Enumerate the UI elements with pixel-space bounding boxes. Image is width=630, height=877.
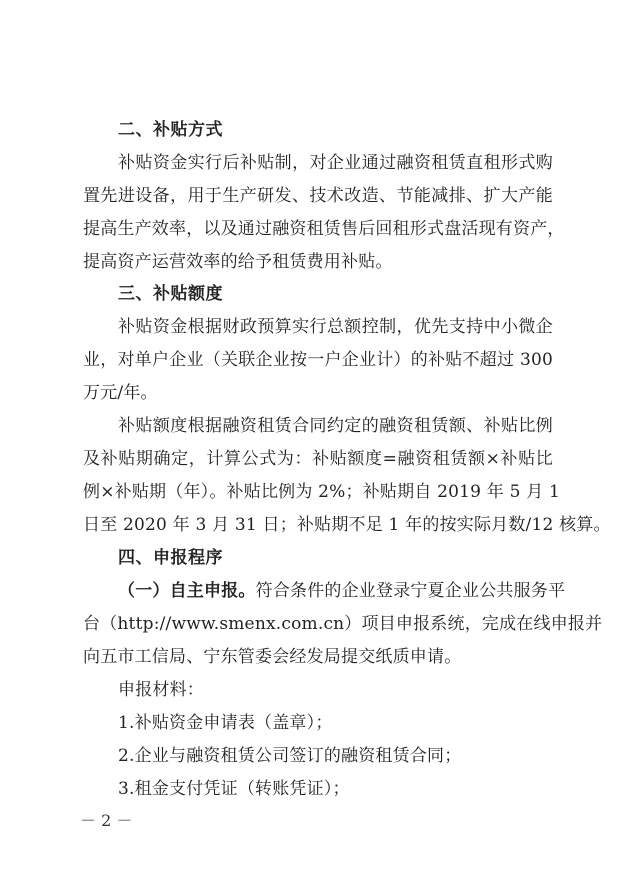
section-heading-subsidy-amount: 三、补贴额度 [118, 284, 223, 304]
paragraph-line: 置先进设备，用于生产研发、技术改造、节能减排、扩大产能 [83, 186, 553, 206]
paragraph-line: 及补贴期确定，计算公式为：补贴额度=融资租赁额×补贴比 [83, 449, 553, 469]
paragraph-line-self-application [118, 581, 566, 601]
paragraph-line: 向五市工信局、宁东管委会经发局提交纸质申请。 [83, 647, 462, 667]
paragraph-text: 符合条件的企业登录宁夏企业公共服务平 [255, 581, 566, 601]
materials-item: 1.补贴资金申请表（盖章）； [118, 713, 333, 733]
paragraph-line: 日至 2020 年 3 月 31 日；补贴期不足 1 年的按实际月数/12 核算。 [83, 515, 611, 535]
materials-item: 3.租金支付凭证（转账凭证）； [118, 779, 350, 799]
paragraph-line: 补贴额度根据融资租赁合同约定的融资租赁额、补贴比例 [118, 416, 553, 436]
paragraph-line: 提高生产效率，以及通过融资租赁售后回租形式盘活现有资产， [83, 219, 565, 239]
paragraph-line: 补贴资金根据财政预算实行总额控制，优先支持中小微企 [118, 317, 553, 337]
materials-label: 申报材料： [118, 680, 204, 700]
materials-item: 2.企业与融资租赁公司签订的融资租赁合同； [118, 746, 462, 766]
subsection-label-self-application: （一）自主申报。 [118, 581, 256, 601]
paragraph-line: 例×补贴期（年）。补贴比例为 2%；补贴期自 2019 年 5 月 1 [83, 482, 561, 502]
section-heading-application-procedure: 四、申报程序 [118, 548, 223, 568]
paragraph-line: 提高资产运营效率的给予租赁费用补贴。 [83, 252, 393, 272]
paragraph-line: 台（http://www.smenx.com.cn）项目申报系统，完成在线申报并 [83, 614, 603, 634]
section-heading-subsidy-method: 二、补贴方式 [118, 120, 223, 140]
paragraph-line: 补贴资金实行后补贴制，对企业通过融资租赁直租形式购 [118, 153, 553, 173]
page-number: － 2 － [80, 811, 133, 830]
paragraph-line: 万元/年。 [83, 383, 158, 403]
paragraph-line: 业，对单户企业（关联企业按一户企业计）的补贴不超过 300 [83, 350, 553, 370]
